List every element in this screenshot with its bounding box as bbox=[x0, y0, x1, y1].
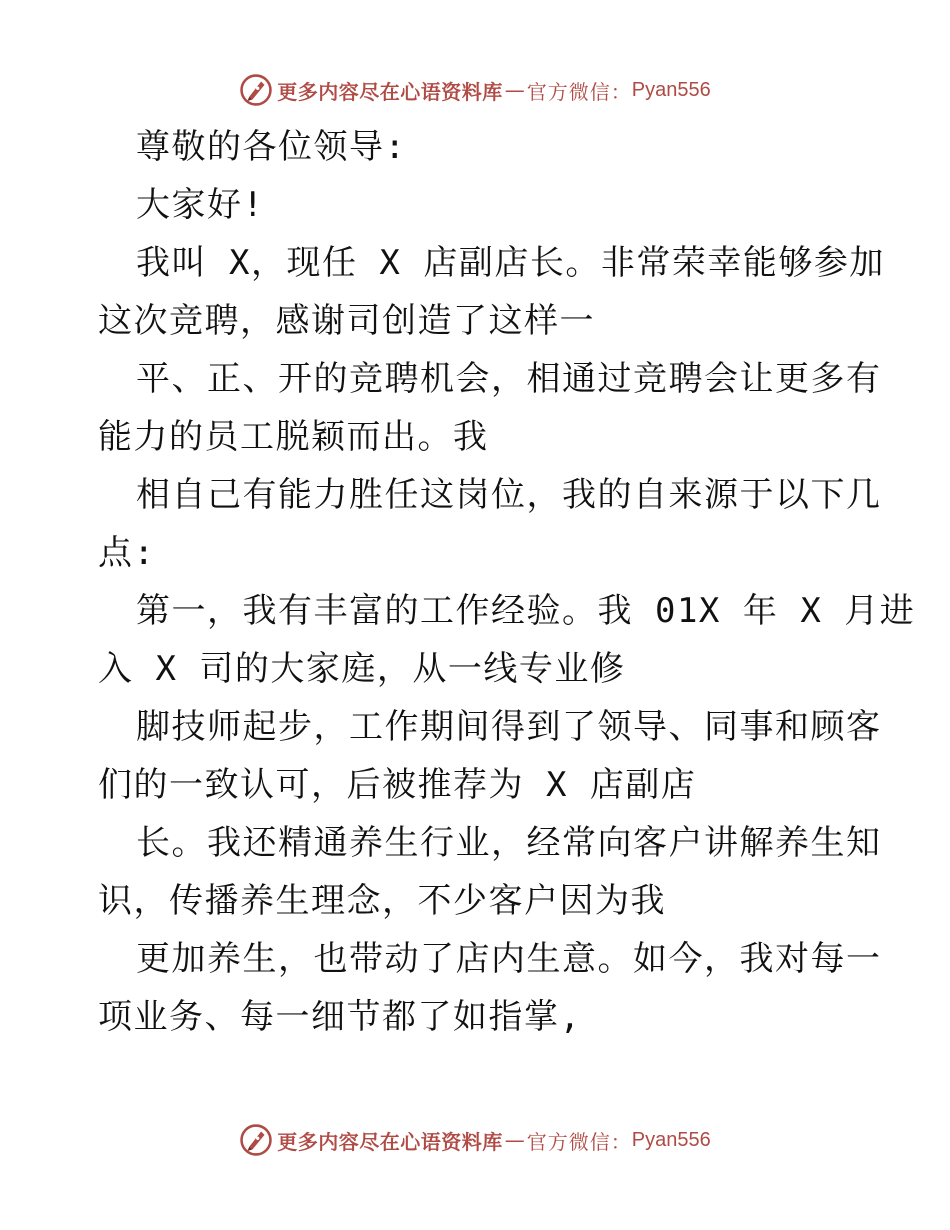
body-line: 第一，我有丰富的工作经验。我 01X 年 X 月进 bbox=[136, 591, 916, 631]
body-line: 长。我还精通养生行业，经常向客户讲解养生知 bbox=[136, 823, 882, 863]
header-banner bbox=[0, 70, 950, 110]
header-banner-dash: — bbox=[504, 78, 525, 102]
header-banner-text: 更多内容尽在心语资料库 bbox=[277, 79, 503, 104]
body-line: 尊敬的各位领导: bbox=[136, 127, 407, 167]
header-wechat-id: Pyan556 bbox=[631, 78, 711, 101]
body-line: 平、正、开的竞聘机会，相通过竞聘会让更多有 bbox=[136, 359, 882, 399]
header-wechat-label: 官方微信： bbox=[526, 79, 632, 104]
body-line: 脚技师起步，工作期间得到了领导、同事和顾客 bbox=[136, 707, 882, 747]
body-line: 项业务、每一细节都了如指掌, bbox=[98, 997, 582, 1037]
body-line: 点: bbox=[98, 533, 156, 573]
body-line: 们的一致认可，后被推荐为 X 店副店 bbox=[98, 765, 697, 805]
pen-nib-logo-icon bbox=[239, 73, 273, 107]
body-line: 能力的员工脱颖而出。我 bbox=[98, 417, 489, 457]
footer-banner-text: 更多内容尽在心语资料库 bbox=[277, 1129, 503, 1154]
footer-wechat-label: 官方微信： bbox=[526, 1129, 632, 1154]
footer-wechat-id: Pyan556 bbox=[631, 1128, 711, 1151]
body-line: 我叫 X，现任 X 店副店长。非常荣幸能够参加 bbox=[136, 243, 885, 283]
speech-body bbox=[98, 118, 916, 1046]
body-line: 大家好! bbox=[136, 185, 265, 225]
pen-nib-logo-icon bbox=[239, 1123, 273, 1157]
footer-banner-dash: — bbox=[504, 1128, 525, 1152]
footer-banner bbox=[0, 1120, 950, 1160]
body-line: 识，传播养生理念，不少客户因为我 bbox=[98, 881, 666, 921]
body-line: 这次竞聘，感谢司创造了这样一 bbox=[98, 301, 595, 341]
body-line: 相自己有能力胜任这岗位，我的自来源于以下几 bbox=[136, 475, 882, 515]
body-line: 更加养生，也带动了店内生意。如今，我对每一 bbox=[136, 939, 882, 979]
body-line: 入 X 司的大家庭，从一线专业修 bbox=[98, 649, 626, 689]
